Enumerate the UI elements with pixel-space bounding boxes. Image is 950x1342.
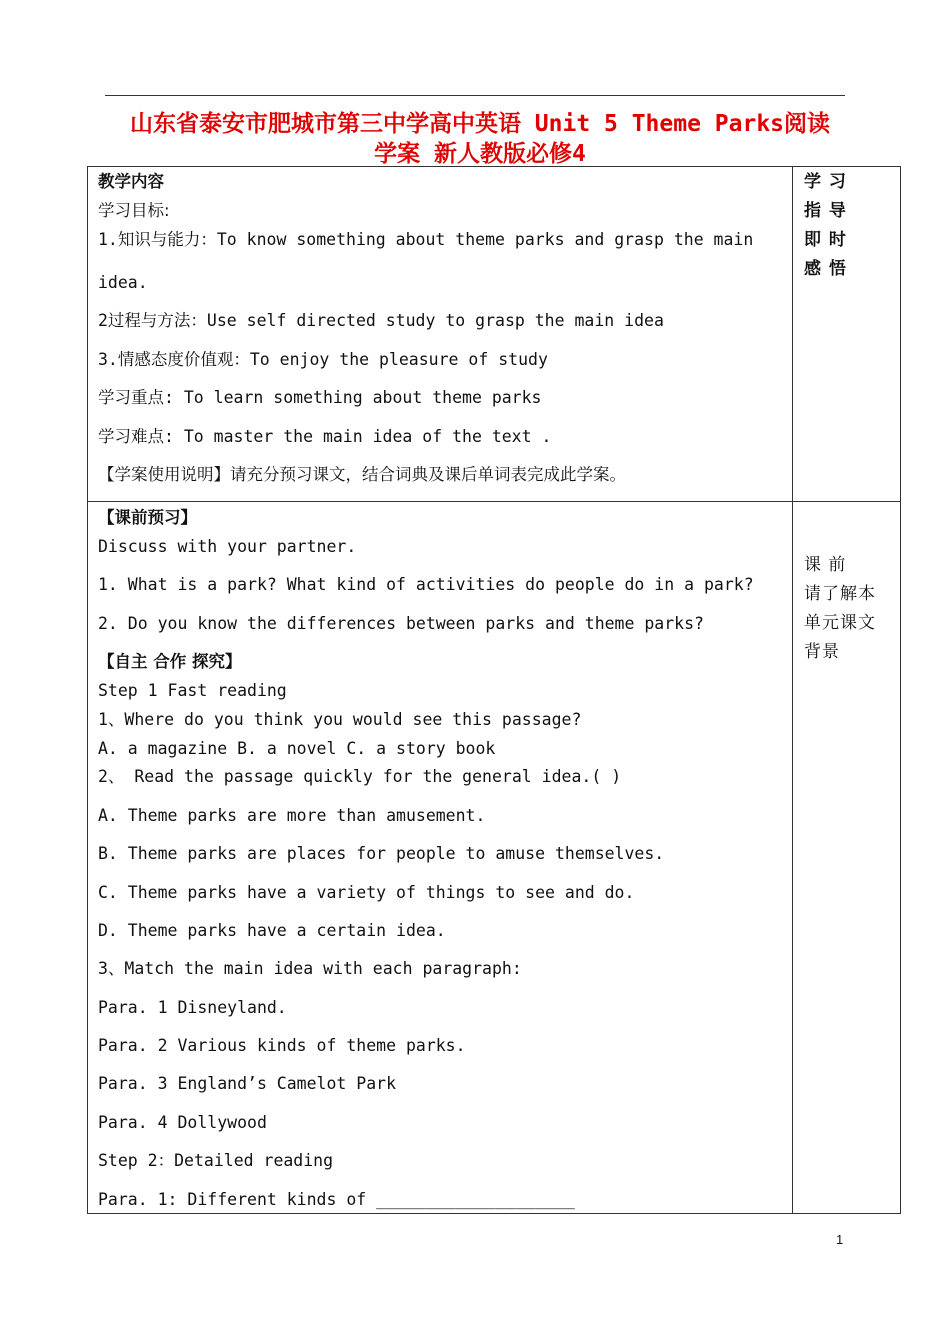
discuss-instruction: Discuss with your partner.: [98, 537, 357, 556]
objectives-cell: [88, 167, 793, 502]
step1-label: Step 1 Fast reading: [98, 681, 287, 700]
option-b: B. Theme parks are places for people to amuse themselves.: [98, 844, 665, 863]
header-rule: [105, 95, 845, 96]
para-1-match: Para. 1 Disneyland.: [98, 998, 287, 1017]
guidance-line-4: 感 悟: [804, 259, 847, 279]
page-number: 1: [836, 1232, 844, 1247]
section-heading-content: 教学内容: [98, 172, 164, 191]
objective-attitude: 3.情感态度价值观：To enjoy the pleasure of study: [98, 350, 548, 369]
key-point: 学习重点: To learn something about theme parks: [98, 388, 542, 407]
para-2-match: Para. 2 Various kinds of theme parks.: [98, 1036, 466, 1055]
para-4-match: Para. 4 Dollywood: [98, 1113, 267, 1132]
objective-knowledge-cont: idea.: [98, 273, 148, 292]
objectives-label: 学习目标:: [98, 201, 170, 220]
step2-label: Step 2：Detailed reading: [98, 1151, 334, 1170]
guidance-line-3: 即 时: [804, 230, 847, 250]
usage-instructions: 【学案使用说明】请充分预习课文，结合词典及课后单词表完成此学案。: [98, 465, 626, 484]
guidance-line-1: 学 习: [804, 172, 847, 192]
question-1: 1、Where do you think you would see this passage?: [98, 710, 582, 729]
preview-guidance-line-3: 单元课文: [804, 613, 876, 633]
reading-cell: [88, 502, 793, 1214]
para-1-fill-blank: Para. 1: Different kinds of ____________________: [98, 1190, 575, 1209]
discussion-question-2: 2. Do you know the differences between parks and theme parks?: [98, 614, 704, 633]
discussion-question-1: 1. What is a park? What kind of activities do people do in a park?: [98, 575, 754, 594]
guidance-line-2: 指 导: [804, 201, 847, 221]
question-1-options: A. a magazine B. a novel C. a story book: [98, 739, 496, 758]
document-title-line-1: 山东省泰安市肥城市第三中学高中英语 Unit 5 Theme Parks阅读: [129, 111, 831, 137]
preview-heading: 【课前预习】: [98, 508, 197, 527]
explore-heading: 【自主 合作 探究】: [98, 652, 242, 671]
question-3: 3、Match the main idea with each paragraph:: [98, 959, 522, 978]
preview-guidance-cell: [793, 502, 901, 1214]
document-title-line-2: 学案 新人教版必修4: [374, 141, 586, 167]
option-d: D. Theme parks have a certain idea.: [98, 921, 446, 940]
objective-knowledge: 1.知识与能力：To know something about theme parks and grasp the main: [98, 230, 754, 249]
preview-guidance-line-1: 课 前: [804, 555, 847, 575]
option-c: C. Theme parks have a variety of things to see and do.: [98, 883, 635, 902]
preview-guidance-line-4: 背景: [804, 642, 840, 662]
para-3-match: Para. 3 England’s Camelot Park: [98, 1074, 397, 1093]
preview-guidance-line-2: 请了解本: [804, 584, 876, 604]
option-a: A. Theme parks are more than amusement.: [98, 806, 486, 825]
difficult-point: 学习难点: To master the main idea of the text .: [98, 427, 552, 446]
objective-process: 2过程与方法：Use self directed study to grasp the main idea: [98, 311, 664, 330]
question-2: 2、 Read the passage quickly for the general idea.( ): [98, 767, 622, 786]
guidance-cell: [793, 167, 901, 502]
worksheet-table: [87, 166, 901, 1214]
